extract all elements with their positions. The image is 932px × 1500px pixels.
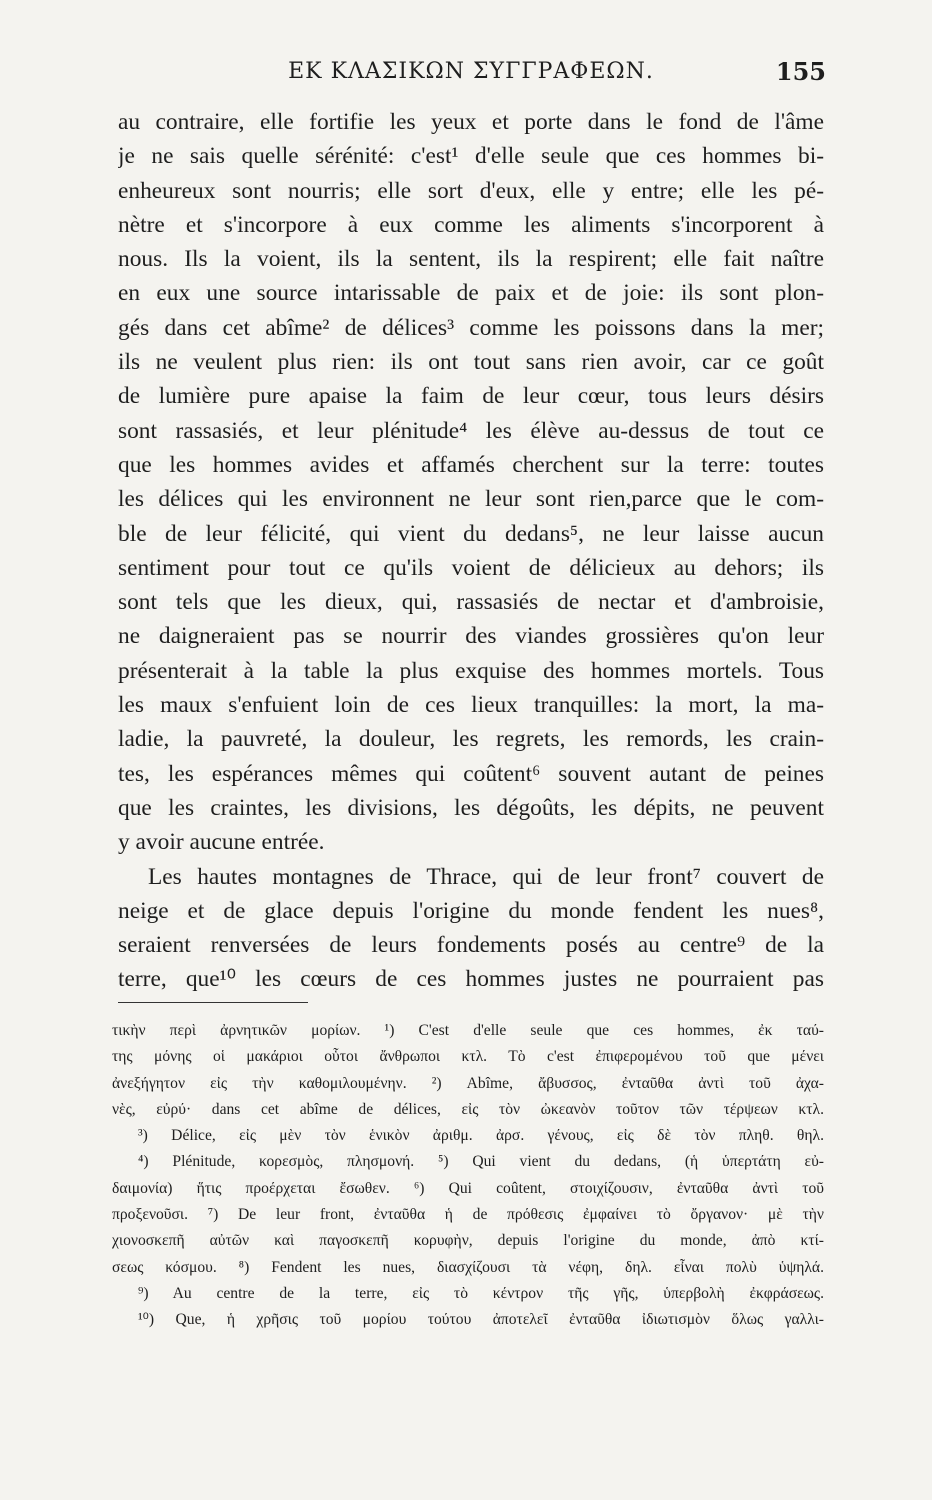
text-line: je ne sais quelle sérénité: c'est¹ d'elle seule que ces hommes bi- <box>118 143 824 170</box>
text-line: que les hommes avides et affamés cherchent sur la terre: toutes <box>118 451 824 478</box>
text-line: enheureux sont nourris; elle sort d'eux, elle y entre; elle les pé- <box>118 177 824 204</box>
footnote-line: τικὴν περὶ ἀρνητικῶν μορίων. ¹) C'est d'elle seule que ces hommes, ἐκ ταύ- <box>112 1022 824 1039</box>
text-line: ne daigneraient pas se nourrir des viandes grossières qu'on leur <box>118 623 824 650</box>
running-title: ΕΚ ΚΛΑΣΙΚΩΝ ΣΥΓΓΡΑΦΕΩΝ. <box>288 59 654 84</box>
text-line: sont rassasiés, et leur plénitude⁴ les élève au-dessus de tout ce <box>118 417 824 444</box>
text-line: les maux s'enfuient loin de ces lieux tranquilles: la mort, la ma- <box>118 692 824 719</box>
text-line: gés dans cet abîme² de délices³ comme les poissons dans la mer; <box>118 314 824 341</box>
text-line: nètre et s'incorpore à eux comme les aliments s'incorporent à <box>118 211 824 238</box>
text-line: que les craintes, les divisions, les dégoûts, les dépits, ne peuvent <box>118 794 824 821</box>
footnote-line: ³) Délice, εἰς μὲν τὸν ἑνικὸν ἀριθμ. ἀρσ. γένους, εἰς δὲ τὸν πληθ. θηλ. <box>138 1127 824 1145</box>
footnote-line: νὲς, εὐρύ· dans cet abîme de délices, εἰς τὸν ὠκεανὸν τοῦτον τῶν τέρψεων κτλ. <box>112 1100 824 1118</box>
page-number: 155 <box>775 57 826 86</box>
paragraph-start-line: Les hautes montagnes de Thrace, qui de leur front⁷ couvert de <box>148 863 824 890</box>
text-line: sentiment pour tout ce qu'ils voient de délicieux au dehors; ils <box>118 554 824 581</box>
footnote-line: σεως κόσμου. ⁸) Fendent les nues, διασχίζουσι τὰ νέφη, δηλ. εἶναι πολὺ ὑψηλά. <box>112 1258 824 1276</box>
footnote-line: ἀνεξήγητον εἰς τὴν καθομιλουμένην. ²) Abîme, ἄβυσσος, ἐνταῦθα ἀντὶ τοῦ ἀχα- <box>112 1074 824 1092</box>
text-line: ladie, la pauvreté, la douleur, les regrets, les remords, les crain- <box>118 726 824 753</box>
text-line: tes, les espérances mêmes qui coûtent⁶ souvent autant de peines <box>118 760 824 787</box>
text-line: au contraire, elle fortifie les yeux et porte dans le fond de l'âme <box>118 109 824 135</box>
page-header <box>116 55 826 89</box>
footnote-line: δαιμονία) ἥτις προέρχεται ἔσωθεν. ⁶) Qui coûtent, στοιχίζουσιν, ἐνταῦθα ἀντὶ τοῦ <box>112 1179 824 1197</box>
footnote-separator <box>118 1002 308 1003</box>
text-line: de lumière pure apaise la faim de leur cœur, tous leurs désirs <box>118 383 824 410</box>
text-line: présenterait à la table la plus exquise des hommes mortels. Tous <box>118 657 824 684</box>
text-line: nous. Ils la voient, ils la sentent, ils la respirent; elle fait naître <box>118 246 824 273</box>
text-line: terre, que¹⁰ les cœurs de ces hommes justes ne pourraient pas <box>118 966 824 993</box>
footnote-line: προξενοῦσι. ⁷) De leur front, ἐνταῦθα ἡ de πρόθεσις ἐμφαίνει τὸ ὄργανον· μὲ τὴν <box>112 1206 824 1224</box>
footnote-line: ¹⁰) Que, ἡ χρῆσις τοῦ μορίου τούτου ἀποτελεῖ ἐνταῦθα ἰδιωτισμὸν ὅλως γαλλι- <box>138 1311 824 1329</box>
text-line: neige et de glace depuis l'origine du monde fendent les nues⁸, <box>118 897 824 924</box>
text-line: les délices qui les environnent ne leur sont rien,parce que le com- <box>118 486 824 513</box>
footnote-line: της μόνης οἱ μακάριοι οὗτοι ἄνθρωποι κτλ. Τὸ c'est ἐπιφερομένου τοῦ que μένει <box>112 1048 824 1066</box>
text-line: sont tels que les dieux, qui, rassasiés de nectar et d'ambroisie, <box>118 589 824 616</box>
text-line: ble de leur félicité, qui vient du dedans⁵, ne leur laisse aucun <box>118 520 824 547</box>
text-line: y avoir aucune entrée. <box>118 829 325 856</box>
footnote-line: χιονοσκεπῆ αὐτῶν καὶ παγοσκεπῆ κορυφὴν, depuis l'origine du monde, ἀπὸ κτί- <box>112 1232 824 1250</box>
footnote-line: ⁴) Plénitude, κορεσμὸς, πλησμονή. ⁵) Qui vient du dedans, (ἡ ὑπερτάτη εὐ- <box>138 1153 824 1171</box>
footnote-line: ⁹) Au centre de la terre, εἰς τὸ κέντρον τῆς γῆς, ὑπερβολὴ ἐκφράσεως. <box>138 1284 824 1302</box>
text-line: en eux une source intarissable de paix et de joie: ils sont plon- <box>118 280 824 307</box>
footnotes <box>112 1018 824 1334</box>
text-line: seraient renversées de leurs fondements posés au centre⁹ de la <box>118 932 824 959</box>
text-line: ils ne veulent plus rien: ils ont tout sans rien avoir, car ce goût <box>118 349 824 376</box>
main-text <box>118 105 824 997</box>
